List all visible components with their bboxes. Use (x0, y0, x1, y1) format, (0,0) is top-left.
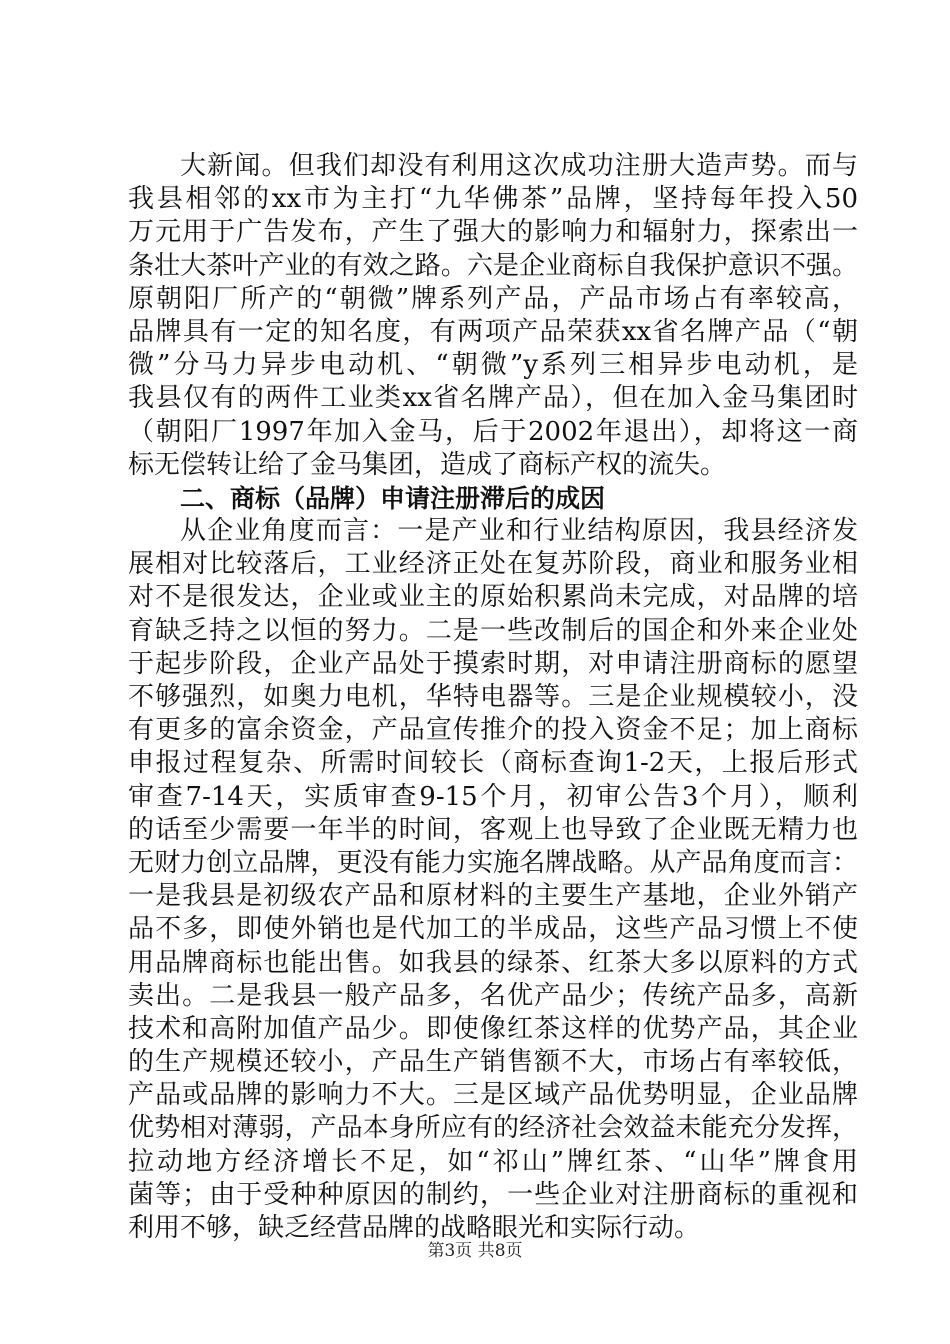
text-line: （朝阳厂1997年加入金马，后于2002年退出），却将这一商 (128, 416, 858, 447)
paragraph-1 (128, 150, 858, 482)
text-line: 品不多，即使外销也是代加工的半成品，这些产品习惯上不使 (128, 914, 858, 945)
text-line: 我县仅有的两件工业类xx省名牌产品），但在加入金马集团时 (128, 383, 858, 414)
text-line: 万元用于广告发布，产生了强大的影响力和辐射力，探索出一 (128, 217, 858, 248)
section-heading: 二、商标（品牌）申请注册滞后的成因 (180, 483, 606, 513)
text-line: 展相对比较落后，工业经济正处在复苏阶段，商业和服务业相 (128, 549, 858, 580)
text-line: 利用不够，缺乏经营品牌的战略眼光和实际行动。 (128, 1213, 701, 1243)
text-line: 品牌具有一定的知名度，有两项产品荣获xx省名牌产品（“朝 (128, 316, 858, 347)
text-line: 无财力创立品牌，更没有能力实施名牌战略。从产品角度而言： (128, 847, 858, 878)
text-line: 菌等；由于受种种原因的制约，一些企业对注册商标的重视和 (128, 1179, 858, 1210)
text-line: 用品牌商标也能出售。如我县的绿茶、红茶大多以原料的方式 (128, 947, 858, 978)
text-line: 卖出。二是我县一般产品多，名优产品少；传统产品多，高新 (128, 980, 858, 1011)
page-number-footer: 第3页 共8页 (427, 1241, 523, 1261)
document-body (128, 150, 858, 1245)
text-line: 的话至少需要一年半的时间，客观上也导致了企业既无精力也 (128, 814, 858, 845)
text-line: 育缺乏持之以恒的努力。二是一些改制后的国企和外来企业处 (128, 615, 858, 646)
text-line: 大新闻。但我们却没有利用这次成功注册大造声势。而与 (180, 151, 858, 181)
text-line: 优势相对薄弱，产品本身所应有的经济社会效益未能充分发挥， (128, 1113, 858, 1144)
text-line: 不够强烈，如奥力电机，华特电器等。三是企业规模较小，没 (128, 682, 858, 712)
text-line: 一是我县是初级农产品和原材料的主要生产基地，企业外销产 (128, 881, 858, 912)
paragraph-2 (128, 515, 858, 1245)
text-line: 审查7-14天，实质审查9-15个月，初审公告3个月），顺利 (128, 781, 858, 812)
text-line: 我县相邻的xx市为主打“九华佛茶”品牌，坚持每年投入50 (128, 184, 858, 215)
text-line: 从企业角度而言：一是产业和行业结构原因，我县经济发 (180, 516, 858, 547)
text-line: 条壮大茶叶产业的有效之路。六是企业商标自我保护意识不强。 (128, 250, 858, 281)
text-line: 原朝阳厂所产的“朝微”牌系列产品，产品市场占有率较高， (128, 283, 858, 314)
text-line: 申报过程复杂、所需时间较长（商标查询1-2天，上报后形式 (128, 748, 858, 779)
text-line: 技术和高附加值产品少。即使像红茶这样的优势产品，其企业 (128, 1013, 858, 1044)
text-line: 有更多的富余资金，产品宣传推介的投入资金不足；加上商标 (128, 715, 858, 746)
text-line: 的生产规模还较小，产品生产销售额不大，市场占有率较低， (128, 1047, 858, 1078)
text-line: 产品或品牌的影响力不大。三是区域产品优势明显，企业品牌 (128, 1080, 858, 1111)
text-line: 于起步阶段，企业产品处于摸索时期，对申请注册商标的愿望 (128, 648, 858, 679)
text-line: 拉动地方经济增长不足，如“祁山”牌红茶、“山华”牌食用 (128, 1146, 858, 1177)
text-line: 微”分马力异步电动机、“朝微”y系列三相异步电动机，是 (128, 350, 858, 381)
text-line: 对不是很发达，企业或业主的原始积累尚未完成，对品牌的培 (128, 582, 858, 613)
text-line: 标无偿转让给了金马集团，造成了商标产权的流失。 (128, 449, 727, 480)
